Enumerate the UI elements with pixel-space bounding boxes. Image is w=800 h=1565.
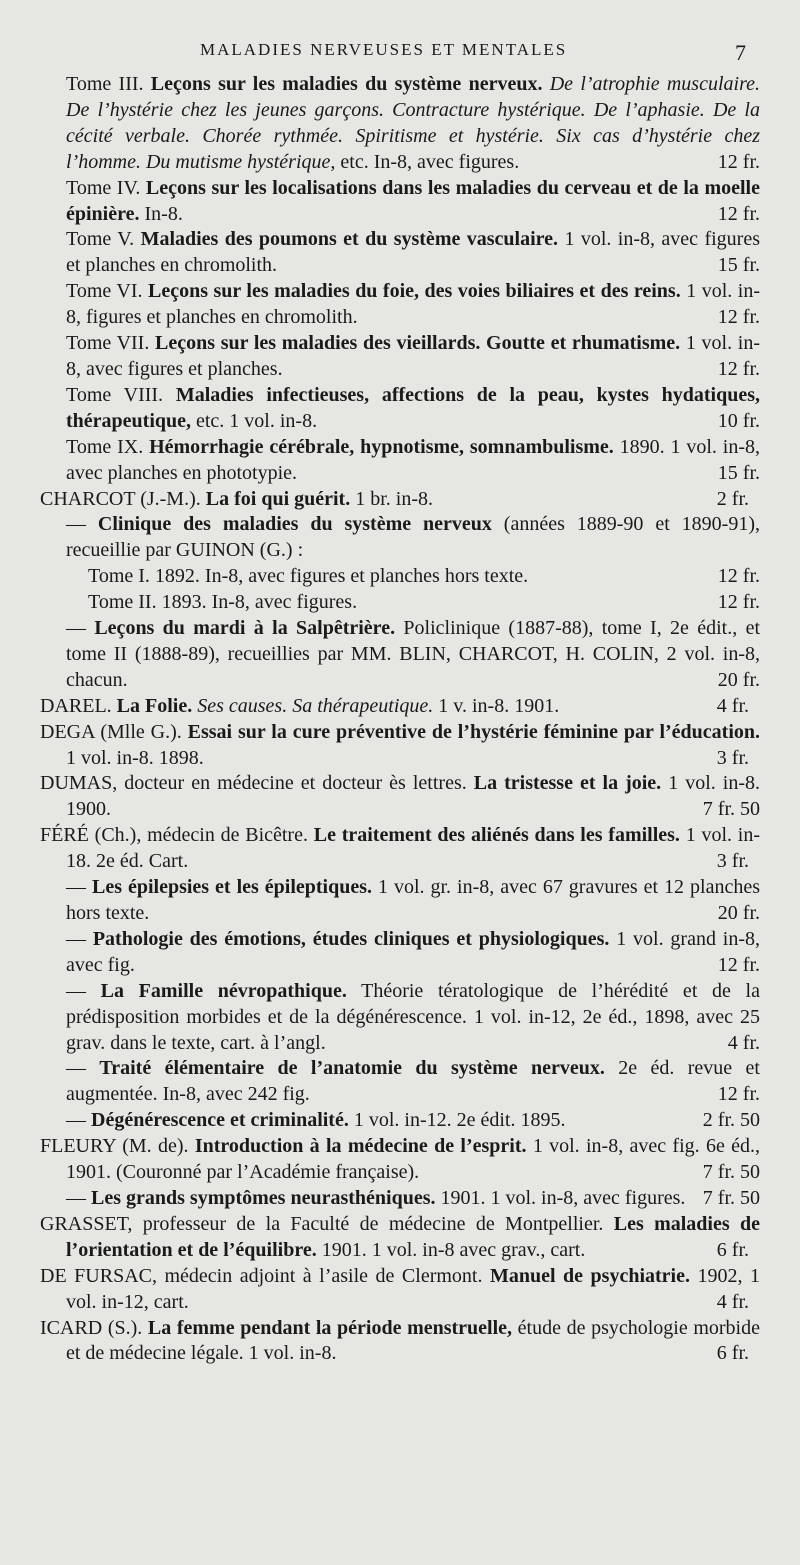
- entry-price: 6 fr.: [716, 1238, 749, 1261]
- entry-price: 4 fr.: [716, 694, 749, 717]
- entry-price: 15 fr.: [717, 461, 760, 484]
- entry-title: Les maladies de l’orientation et de l’équilibre.: [66, 1212, 760, 1261]
- entry-details: 1890. 1 vol. in-8, avec planches en phototypie.: [66, 435, 761, 484]
- entry-price: 10 fr.: [717, 409, 760, 432]
- entry-details: 1 vol. in-8. 1898.: [66, 746, 204, 769]
- catalogue-entry: [40, 1212, 760, 1264]
- entry-author: Tome IV.: [66, 176, 146, 199]
- entry-price: 12 fr.: [717, 1083, 760, 1106]
- entry-title: Pathologie des émotions, études cliniques et physiologiques.: [92, 927, 610, 950]
- entry-details: 1 vol. in-8, avec figures et planches en chromolith.: [66, 228, 760, 277]
- entry-author: —: [66, 1109, 91, 1132]
- entry-title: La tristesse et la joie.: [473, 772, 662, 795]
- entry-price: 6 fr.: [716, 1342, 749, 1365]
- entry-details: Théorie tératologique de l’hérédité et de la prédisposition morbides et de la dégénérescence. 1 vol. in-12, 2e éd., 1898, avec 25 grav. dans le texte, cart. à l’angl.: [66, 979, 760, 1054]
- entry-title: La femme pendant la période menstruelle,: [147, 1316, 513, 1339]
- running-title: MALADIES NERVEUSES ET MENTALES: [200, 40, 568, 59]
- entry-author: DAREL.: [40, 694, 117, 717]
- entry-details: 1 vol. in-12. 2e édit. 1895.: [348, 1109, 566, 1132]
- catalogue-entry: [40, 1108, 760, 1134]
- entry-italic: Ses causes. Sa thérapeutique.: [192, 694, 434, 717]
- entry-author: —: [66, 513, 98, 536]
- entry-title: Leçons du mardi à la Salpêtrière.: [94, 617, 396, 640]
- catalogue-entry: [40, 927, 760, 979]
- entry-details: etc. In-8, avec figures.: [335, 150, 520, 173]
- catalogue-entry: [40, 590, 760, 616]
- catalogue-entry: [40, 1264, 760, 1316]
- entry-details: 1 vol. gr. in-8, avec 67 gravures et 12 planches hors texte.: [66, 876, 760, 924]
- entry-details: 1 vol. grand in-8, avec fig.: [66, 927, 761, 976]
- catalogue-entry: [40, 694, 760, 720]
- catalogue-entry: [40, 1316, 760, 1368]
- entry-title: Hémorrhagie cérébrale, hypnotisme, somnambulisme.: [149, 435, 614, 458]
- catalogue-entry: [40, 823, 760, 875]
- entry-details: 1 vol. in-8, avec figures et planches.: [66, 332, 760, 380]
- entry-author: —: [66, 1057, 100, 1080]
- catalogue-entry: [40, 176, 760, 228]
- entry-price: 12 fr.: [717, 565, 760, 588]
- entry-title: Manuel de psychiatrie.: [489, 1264, 690, 1287]
- catalogue-entry: [40, 331, 760, 383]
- entry-details: 1 vol. in-18. 2e éd. Cart.: [66, 824, 760, 873]
- entry-price: 3 fr.: [716, 850, 749, 873]
- catalogue-entry: [40, 979, 760, 1057]
- entry-author: —: [66, 617, 95, 640]
- entry-author: Tome VI.: [66, 280, 148, 303]
- catalogue-entry: [40, 72, 760, 176]
- entry-author: —: [66, 927, 93, 950]
- entry-title: Leçons sur les maladies du foie, des voies biliaires et des reins.: [148, 280, 681, 303]
- catalogue-entry: [40, 616, 760, 694]
- catalogue-entry: [40, 487, 760, 513]
- entry-details: In-8, avec figures.: [211, 591, 358, 614]
- catalogue-body: [40, 72, 760, 1367]
- entry-details: 1 br. in-8.: [350, 487, 433, 510]
- page-header: [0, 34, 800, 74]
- entry-details: 1 vol. in-8. 1900.: [66, 772, 760, 821]
- catalogue-entry: [40, 771, 760, 823]
- entry-price: 7 fr. 50: [702, 1161, 760, 1184]
- catalogue-entry: [40, 435, 760, 487]
- catalogue-entry: [40, 720, 760, 772]
- entry-italic: De l’atrophie musculaire. De l’hystérie chez les jeunes garçons. Contracture hystérique. De l’aphasie. De la cécité verbale. Chorée rythmée. Spiritisme et hystérie. Six cas d’hystérie chez l’homme. Du mutisme hystérique,: [66, 73, 760, 173]
- entry-author: DE FURSAC, médecin adjoint à l’asile de Clermont.: [40, 1264, 490, 1287]
- entry-author: Tome III.: [66, 73, 151, 95]
- entry-title: Dégénérescence et criminalité.: [91, 1109, 349, 1132]
- entry-author: Tome VII.: [66, 332, 156, 355]
- catalogue-entry: [40, 279, 760, 331]
- entry-details: 1901. 1 vol. in-8, avec figures.: [435, 1186, 686, 1209]
- entry-details: In-8.: [139, 202, 183, 225]
- entry-title: Clinique des maladies du système nerveux: [97, 513, 492, 536]
- entry-title: Traité élémentaire de l’anatomie du système nerveux.: [99, 1057, 605, 1080]
- entry-price: 12 fr.: [717, 591, 760, 614]
- catalogue-entry: [40, 1186, 760, 1212]
- entry-details: 2e éd. revue et augmentée. In-8, avec 242 fig.: [66, 1057, 760, 1106]
- entry-title: Le traitement des aliénés dans les familles.: [313, 824, 680, 847]
- entry-price: 2 fr. 50: [702, 1109, 760, 1132]
- entry-price: 4 fr.: [727, 1031, 760, 1054]
- entry-title: Leçons sur les localisations dans les maladies du cerveau et de la moelle épinière.: [66, 176, 760, 225]
- entry-details: étude de psychologie morbide et de médecine légale. 1 vol. in-8.: [66, 1316, 760, 1365]
- entry-author: Tome I. 1892.: [88, 565, 205, 588]
- entry-author: —: [66, 1186, 91, 1209]
- entry-title: Maladies infectieuses, affections de la peau, kystes hydatiques, thérapeutique,: [66, 383, 761, 432]
- entry-price: 12 fr.: [717, 306, 760, 329]
- entry-title: Leçons sur les maladies du système nerveux.: [150, 73, 543, 95]
- entry-price: 15 fr.: [717, 254, 760, 277]
- entry-author: Tome VIII.: [66, 383, 176, 406]
- entry-title: La Folie.: [116, 694, 193, 717]
- entry-details: (années 1889-90 et 1890-91), recueillie par GUINON (G.) :: [66, 513, 760, 562]
- entry-details: In-8, avec figures et planches hors texte.: [204, 565, 529, 588]
- entry-author: Tome IX.: [66, 435, 150, 458]
- entry-details: 1 v. in-8. 1901.: [433, 694, 560, 717]
- entry-details: etc. 1 vol. in-8.: [191, 409, 318, 432]
- catalogue-entry: [40, 227, 760, 279]
- entry-title: Introduction à la médecine de l’esprit.: [194, 1135, 527, 1158]
- catalogue-entry: [40, 512, 760, 564]
- entry-author: FÉRÉ (Ch.), médecin de Bicêtre.: [40, 824, 314, 847]
- entry-price: 12 fr.: [717, 953, 760, 976]
- entry-author: —: [66, 876, 92, 899]
- entry-price: 2 fr.: [716, 487, 749, 510]
- entry-title: Les grands symptômes neurasthéniques.: [91, 1186, 436, 1209]
- catalogue-entry: [40, 564, 760, 590]
- catalogue-entry: [40, 1056, 760, 1108]
- entry-title: Leçons sur les maladies des vieillards. Goutte et rhumatisme.: [155, 332, 681, 355]
- entry-title: La foi qui guérit.: [205, 487, 351, 510]
- entry-price: 12 fr.: [717, 202, 760, 225]
- entry-author: Tome V.: [66, 228, 141, 251]
- entry-author: DEGA (Mlle G.).: [40, 720, 188, 743]
- entry-details: 1 vol. in-8, figures et planches en chromolith.: [66, 280, 760, 329]
- entry-author: GRASSET, professeur de la Faculté de médecine de Montpellier.: [40, 1212, 614, 1235]
- entry-details: 1902, 1 vol. in-12, cart.: [66, 1264, 761, 1313]
- entry-price: 4 fr.: [716, 1290, 749, 1313]
- catalogue-entry: [40, 1134, 760, 1186]
- entry-details: 1 vol. in-8, avec fig. 6e éd., 1901. (Couronné par l’Académie française).: [66, 1135, 761, 1184]
- entry-title: Les épilepsies et les épileptiques.: [91, 876, 372, 899]
- entry-title: Essai sur la cure préventive de l’hystérie féminine par l’éducation.: [187, 720, 761, 743]
- entry-title: La Famille névropathique.: [100, 979, 347, 1002]
- entry-author: CHARCOT (J.-M.).: [40, 487, 206, 510]
- entry-details: Policlinique (1887-88), tome I, 2e édit., et tome II (1888-89), recueillies par MM. BLIN, CHARCOT, H. COLIN, 2 vol. in-8, chacun.: [66, 617, 761, 691]
- page-number: 7: [735, 40, 746, 65]
- entry-author: —: [66, 979, 101, 1002]
- entry-details: 1901. 1 vol. in-8 avec grav., cart.: [316, 1238, 586, 1261]
- entry-price: 7 fr. 50: [702, 1186, 760, 1209]
- entry-price: 12 fr.: [717, 150, 760, 173]
- entry-price: 20 fr.: [717, 902, 760, 924]
- entry-author: DUMAS, docteur en médecine et docteur ès lettres.: [40, 772, 474, 795]
- entry-author: Tome II. 1893.: [88, 591, 212, 614]
- entry-price: 3 fr.: [716, 746, 749, 769]
- catalogue-entry: [40, 383, 760, 435]
- entry-title: Maladies des poumons et du système vasculaire.: [140, 228, 559, 251]
- entry-author: ICARD (S.).: [40, 1316, 148, 1339]
- entry-price: 7 fr. 50: [702, 798, 760, 821]
- entry-author: FLEURY (M. de).: [40, 1135, 195, 1158]
- entry-price: 20 fr.: [717, 668, 760, 691]
- entry-price: 12 fr.: [717, 357, 760, 380]
- catalogue-entry: [40, 875, 760, 927]
